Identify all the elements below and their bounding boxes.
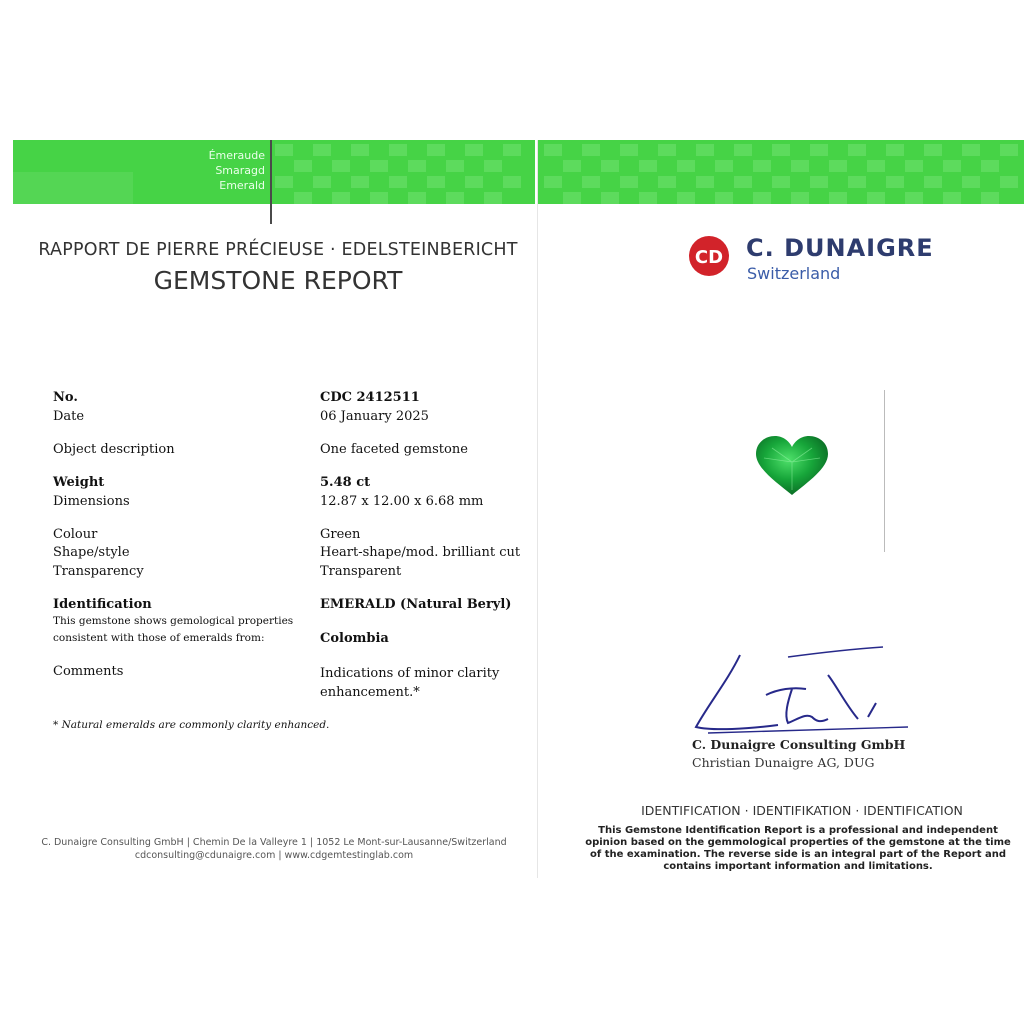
footer-address: C. Dunaigre Consulting GmbH | Chemin De la Valleyre 1 | 1052 Le Mont-sur-Lausanne/Switzerland [41,837,507,848]
report-title-multilingual: RAPPORT DE PIERRE PRÉCIEUSE · EDELSTEINBERICHT [38,240,518,260]
heart-emerald-image [698,390,884,552]
green-banner-right [538,140,1024,204]
report-number: CDC 2412511 [320,390,420,405]
gemstone-photo [698,390,885,552]
cd-monogram-icon [688,235,730,277]
signatory-company: C. Dunaigre Consulting GmbH [692,737,906,752]
dimensions-value: 12.87 x 12.00 x 6.68 mm [320,494,484,509]
comments-label: Comments [53,664,124,679]
footnote: * Natural emeralds are commonly clarity enhanced. [53,719,330,731]
date-value: 06 January 2025 [320,409,429,424]
shape-value: Heart-shape/mod. brilliant cut [320,545,521,560]
colour-value: Green [320,527,361,542]
identification-value: EMERALD (Natural Beryl) [320,597,512,612]
shape-label: Shape/style [53,545,130,560]
report-disclaimer: This Gemstone Identification Report is a professional and independent opinion based on the gemmological properties of the gemstone at the time of the examination. The reverse side is an integral part of the Report and contains important information and limitations. [585,825,1011,872]
logo-letters: CD [694,247,724,268]
green-banner [13,140,535,204]
language-names [209,148,265,193]
object-label: Object description [53,442,175,457]
date-label: Date [53,409,85,424]
report-right-page [537,140,1024,878]
comments-value [320,664,499,702]
lang-german: Smaragd [215,164,265,177]
weight-label: Weight [53,475,105,490]
identification-heading: IDENTIFICATION · IDENTIFIKATION · IDENTIFICATION [641,803,963,818]
signatory-person: Christian Dunaigre AG, DUG [692,755,875,770]
footer-contact: cdconsulting@cdunaigre.com | www.cdgemtestinglab.com [134,850,414,861]
transparency-label: Transparency [53,564,144,579]
object-value: One faceted gemstone [320,442,468,457]
banner-divider [270,140,272,224]
origin-value: Colombia [320,631,389,646]
weight-value: 5.48 ct [320,475,371,490]
no-label: No. [53,390,78,405]
lang-french: Émeraude [208,149,265,162]
banner-pattern-right [538,140,1024,204]
lang-english: Emerald [219,179,265,192]
dimensions-label: Dimensions [53,494,130,509]
banner-pattern [13,140,535,204]
brand-location: Switzerland [747,264,841,283]
colour-label: Colour [53,527,98,542]
identification-label: Identification [53,597,152,612]
brand-name: C. DUNAIGRE [746,234,934,262]
origin-note [53,613,293,647]
transparency-value: Transparent [320,564,402,579]
report-left-page [13,140,535,878]
comments-line1: Indications of minor clarity [320,666,500,681]
report-title: GEMSTONE REPORT [153,266,403,295]
origin-note-line2: consistent with those of emeralds from: [53,632,265,644]
comments-line2: enhancement.* [320,685,420,700]
handwritten-signature [688,645,918,740]
origin-note-line1: This gemstone shows gemological properties [53,615,294,627]
